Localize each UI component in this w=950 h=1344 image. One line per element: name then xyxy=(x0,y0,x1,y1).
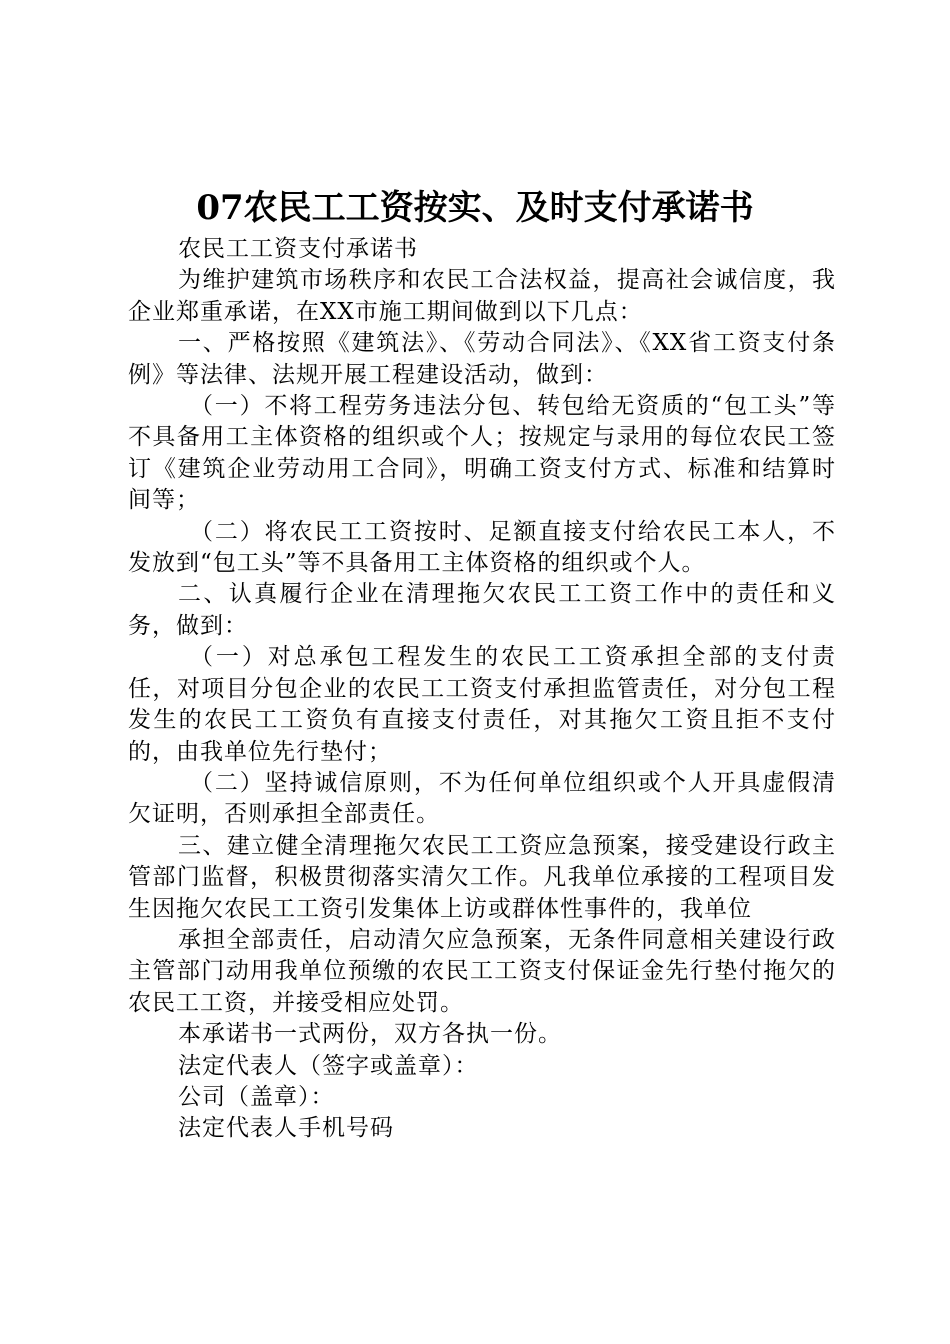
document-body xyxy=(128,234,836,1145)
paragraph-section-2-item-1: （一）对总承包工程发生的农民工工资承担全部的支付责任，对项目分包企业的农民工工资支付承担监管责任，对分包工程发生的农民工工资负有直接支付责任，对其拖欠工资且拒不支付的，由我单位先行垫付； xyxy=(128,644,836,765)
signature-phone: 法定代表人手机号码 xyxy=(178,1115,394,1142)
paragraph-copies: 本承诺书一式两份，双方各执一份。 xyxy=(178,1021,562,1048)
paragraph-heading: 农民工工资支付承诺书 xyxy=(178,236,418,262)
paragraph-section-2-item-2: （二）坚持诚信原则，不为任何单位组织或个人开具虚假清欠证明，否则承担全部责任。 xyxy=(128,769,836,828)
signature-legal-rep: 法定代表人（签字或盖章）： xyxy=(178,1052,479,1079)
paragraph-section-1-item-2: （二）将农民工工资按时、足额直接支付给农民工本人，不发放到“包工头”等不具备用工主体资格的组织或个人。 xyxy=(128,518,836,577)
signature-company-seal: 公司（盖章）： xyxy=(178,1083,335,1110)
document-title: 07农民工工资按实、及时支付承诺书 xyxy=(196,188,754,228)
paragraph-section-3-continued: 承担全部责任，启动清欠应急预案，无条件同意相关建设行政主管部门动用我单位预缴的农民工工资支付保证金先行垫付拖欠的农民工工资，并接受相应处罚。 xyxy=(128,926,836,1016)
paragraph-section-2: 二、认真履行企业在清理拖欠农民工工资工作中的责任和义务，做到： xyxy=(128,581,836,639)
paragraph-intro: 为维护建筑市场秩序和农民工合法权益，提高社会诚信度，我企业郑重承诺，在XX市施工期间做到以下几点： xyxy=(128,267,836,325)
paragraph-section-3: 三、建立健全清理拖欠农民工工资应急预案，接受建设行政主管部门监督，积极贯彻落实清欠工作。凡我单位承接的工程项目发生因拖欠农民工工资引发集体上访或群体性事件的，我单位 xyxy=(128,832,836,922)
paragraph-section-1-item-1: （一）不将工程劳务违法分包、转包给无资质的“包工头”等不具备用工主体资格的组织或个人；按规定与录用的每位农民工签订《建筑企业劳动用工合同》，明确工资支付方式、标准和结算时间等； xyxy=(128,393,836,514)
paragraph-section-1: 一、严格按照《建筑法》、《劳动合同法》、《XX省工资支付条例》等法律、法规开展工程建设活动，做到： xyxy=(128,330,836,388)
